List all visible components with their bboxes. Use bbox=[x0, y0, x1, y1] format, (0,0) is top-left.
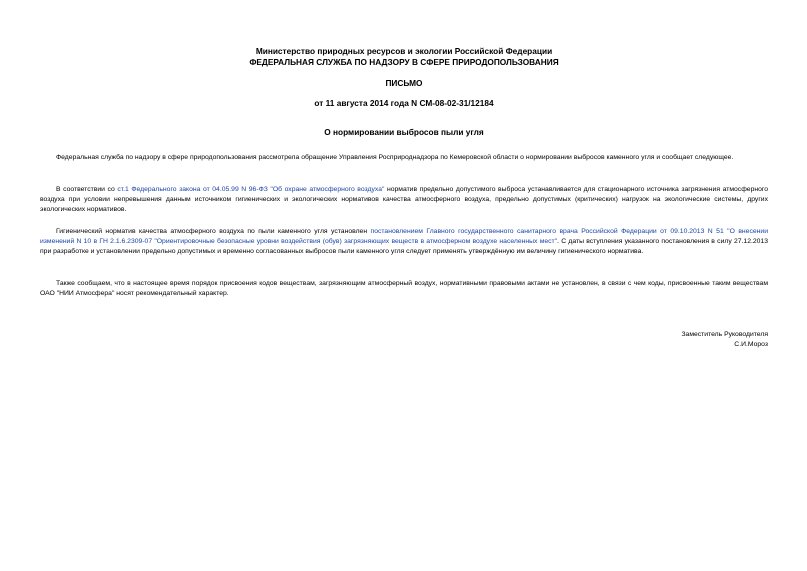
paragraph-3-text-before: Гигиенический норматив качества атмосферного воздуха по пыли каменного угля установлен bbox=[56, 228, 371, 235]
document-page bbox=[40, 0, 768, 571]
signatory-position: Заместитель Руководителя bbox=[681, 331, 768, 338]
paragraph-4 bbox=[40, 279, 768, 299]
document-type: ПИСЬМО bbox=[385, 78, 423, 88]
paragraph-1 bbox=[40, 153, 768, 163]
law-article-link[interactable]: ст.1 Федерального закона от 04.05.99 N 96-ФЗ "Об охране атмосферного воздуха" bbox=[117, 186, 385, 193]
document-date-number: от 11 августа 2014 года N СМ-08-02-31/12184 bbox=[314, 98, 494, 108]
paragraph-2-text-before: В соответствии со bbox=[56, 186, 118, 193]
paragraph-2-text-after: норматив предельно допустимого выброса устанавливается для стационарного источника загрязнения атмосферного воздуха при условии непревышения данным источником гигиенических и экологических нормативов качества атмосферного воздуха, предельно допустимых (критических) нагрузок на экологические системы, других экологических нормативов. bbox=[40, 186, 768, 214]
paragraph-3 bbox=[40, 227, 768, 258]
paragraph-4-text: Также сообщаем, что в настоящее время порядок присвоения кодов веществам, загрязняющим атмосферный воздух, нормативными правовыми актами не установлен, в связи с чем коды, присвоенные таким веществам ОАО "НИИ Атмосфера" носят рекомендательный характер. bbox=[40, 280, 768, 298]
paragraph-1-text: Федеральная служба по надзору в сфере природопользования рассмотрела обращение Управления Росприроднадзора по Кемеровской области о нормировании выбросов каменного угля и сообщает следующее. bbox=[56, 154, 734, 161]
paragraph-2 bbox=[40, 185, 768, 216]
paragraph-3-text-after: . С даты вступления указанного постановления в силу 27.12.2013 при разработке и установлении предельно допустимых и временно согласованных выбросов пыли каменного угля следует применять утверждённую им величину гигиенического норматива. bbox=[40, 238, 768, 256]
resolution-link[interactable]: постановлением Главного государственного санитарного врача Российской Федерации от 09.10.2013 N 51 "О внесении изменений N 10 в ГН 2.1.6.2309-07 "Ориентировочные безопасные уровни воздействия (обув) загрязняющих веществ в атмосферном воздухе населенных мест" bbox=[40, 228, 768, 246]
ministry-title: Министерство природных ресурсов и экологии Российской Федерации bbox=[255, 46, 553, 56]
signatory-name: С.И.Мороз bbox=[734, 341, 768, 348]
document-subject: О нормировании выбросов пыли угля bbox=[324, 127, 484, 137]
service-title: ФЕДЕРАЛЬНАЯ СЛУЖБА ПО НАДЗОРУ В СФЕРЕ ПРИРОДОПОЛЬЗОВАНИЯ bbox=[249, 57, 559, 67]
